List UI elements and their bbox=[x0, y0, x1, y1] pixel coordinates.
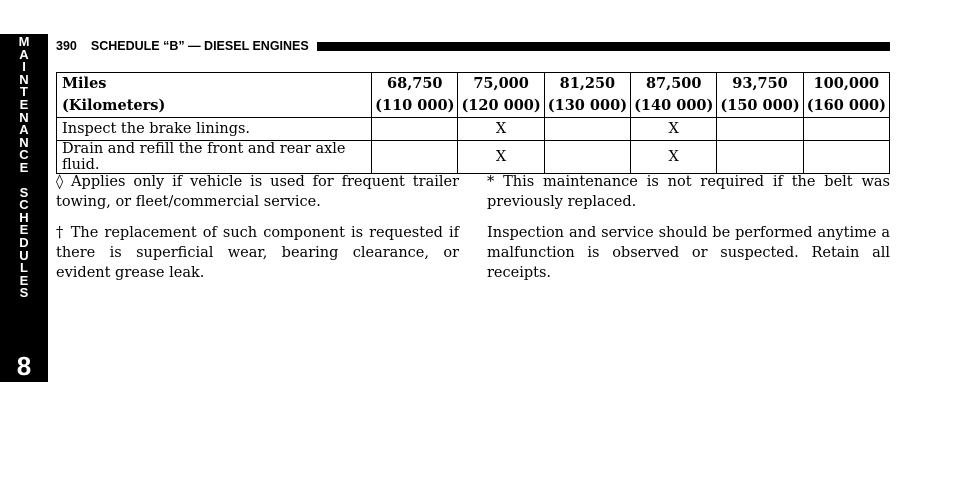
interval-km: (120 000) bbox=[461, 97, 541, 114]
table-header-row bbox=[57, 73, 890, 118]
interval-mark bbox=[803, 141, 889, 174]
side-tab-letter: L bbox=[20, 260, 28, 276]
side-tab-letter: E bbox=[19, 159, 29, 175]
side-tab-letter: S bbox=[19, 184, 29, 200]
interval-header bbox=[717, 73, 803, 118]
table-row bbox=[57, 141, 890, 174]
side-tab-letter: M bbox=[18, 34, 30, 49]
task-cell: Drain and refill the front and rear axle fluid. bbox=[57, 141, 372, 174]
kilometers-label: (Kilometers) bbox=[62, 97, 166, 114]
side-tab-letter: T bbox=[20, 84, 28, 100]
interval-mark bbox=[372, 141, 458, 174]
footnote-component-replacement: † The replacement of such component is requested if there is superficial wear, bearing clearance, or evident grease leak. bbox=[56, 225, 459, 281]
interval-mark bbox=[717, 118, 803, 141]
side-tab-letter: H bbox=[19, 209, 29, 225]
interval-miles: 68,750 bbox=[387, 75, 443, 92]
side-tab-letter: A bbox=[19, 46, 29, 62]
side-tab-letter: I bbox=[22, 59, 26, 75]
side-tab-word bbox=[19, 184, 29, 301]
interval-km: (130 000) bbox=[547, 97, 628, 114]
interval-header bbox=[803, 73, 889, 118]
interval-header bbox=[544, 73, 630, 118]
side-tab-letter: N bbox=[19, 109, 29, 125]
interval-mark bbox=[544, 141, 630, 174]
side-tab-letter: E bbox=[19, 96, 29, 112]
interval-mark bbox=[544, 118, 630, 141]
side-tab-word bbox=[19, 36, 30, 175]
side-tab-letter: E bbox=[19, 272, 29, 288]
interval-km: (110 000) bbox=[375, 97, 455, 114]
miles-label: Miles bbox=[62, 75, 107, 92]
interval-mark: X bbox=[631, 141, 717, 174]
side-tab-letters bbox=[0, 36, 48, 300]
chapter-number: 8 bbox=[16, 351, 32, 381]
side-tab-letter: C bbox=[19, 147, 29, 163]
side-tab-letter: D bbox=[19, 234, 29, 250]
interval-mark bbox=[717, 141, 803, 174]
side-tab-letter: E bbox=[19, 222, 29, 238]
task-cell: Inspect the brake linings. bbox=[57, 118, 372, 141]
side-tab-letter: U bbox=[19, 247, 29, 263]
page-header bbox=[56, 38, 890, 54]
interval-mark: X bbox=[458, 141, 544, 174]
interval-header bbox=[458, 73, 544, 118]
interval-km: (160 000) bbox=[806, 97, 886, 114]
interval-miles: 93,750 bbox=[732, 75, 788, 92]
interval-mark bbox=[803, 118, 889, 141]
side-tab-letter: N bbox=[19, 134, 29, 150]
section-title: SCHEDULE “B” — DIESEL ENGINES bbox=[90, 39, 309, 53]
interval-miles: 87,500 bbox=[645, 75, 702, 92]
page-number: 390 bbox=[56, 39, 77, 53]
footnote-trailer-towing: ◊ Applies only if vehicle is used for frequent trailer towing, or fleet/commercial service. bbox=[56, 174, 459, 210]
side-tab-letter: C bbox=[19, 197, 29, 213]
chapter-side-tab bbox=[0, 34, 48, 382]
interval-miles: 81,250 bbox=[559, 75, 616, 92]
interval-mark: X bbox=[458, 118, 544, 141]
interval-header bbox=[631, 73, 717, 118]
interval-header bbox=[372, 73, 458, 118]
interval-km: (150 000) bbox=[720, 97, 800, 114]
footnote-belt: * This maintenance is not required if the belt was previously replaced. bbox=[487, 174, 890, 210]
footnotes-right bbox=[487, 172, 890, 294]
side-tab-letter: A bbox=[19, 122, 29, 138]
mileage-label-header bbox=[57, 73, 372, 118]
side-tab-letter: N bbox=[19, 71, 29, 87]
table-row bbox=[57, 118, 890, 141]
maintenance-schedule-table bbox=[56, 72, 890, 174]
interval-mark bbox=[372, 118, 458, 141]
footnote-inspection: Inspection and service should be performed anytime a malfunction is observed or suspected. Retain all receipts. bbox=[487, 225, 890, 281]
interval-miles: 75,000 bbox=[473, 75, 529, 92]
interval-miles: 100,000 bbox=[813, 75, 880, 92]
side-tab-letter: S bbox=[19, 285, 29, 301]
interval-km: (140 000) bbox=[634, 97, 714, 114]
footnotes-left bbox=[56, 172, 459, 294]
interval-mark: X bbox=[631, 118, 717, 141]
header-rule bbox=[317, 42, 890, 51]
